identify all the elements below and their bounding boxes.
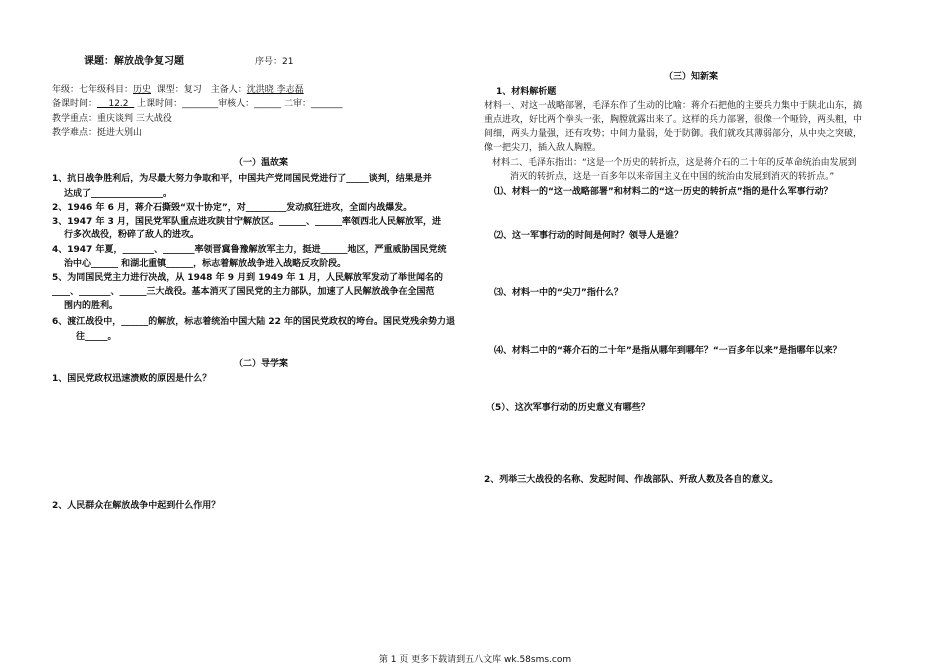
s1-line-9: ____、_______、______三大战役。基本消灭了国民党的主力部队，加速了人民解放战争在全国范 bbox=[52, 287, 435, 297]
s3-question-1: ⑴、材料一的“这一战略部署”和材料二的“这一历史的转折点”指的是什么军事行动？ bbox=[494, 187, 833, 197]
s1-line-8: 5、为同国民党主力进行决战，从 1948 年 9 月到 1949 年 1 月，人民解放军发动了举世闻名的 bbox=[52, 273, 443, 283]
s1-line-5: 行多次战役，粉碎了敌人的进攻。 bbox=[64, 230, 200, 240]
material1-line-3: 间细，两头力量强，还有攻势；中间力量弱，处于防御。我们就攻其薄弱部分，从中央之突破， bbox=[484, 129, 863, 139]
s1-line-4: 3、1947 年 3 月，国民党军队重点进攻陕甘宁解放区。______、______率领西北人民解放军，进 bbox=[52, 217, 441, 227]
s2-question-1: 1、国民党政权迅速溃败的原因是什么？ bbox=[52, 374, 212, 384]
s1-line-12: 往_____。 bbox=[76, 332, 117, 342]
time-prefix: 备课时间： bbox=[52, 99, 98, 109]
prep-time-value bbox=[97, 99, 134, 109]
page-footer: 第 1 页 更多下载请到五八文库 wk.58sms.com bbox=[378, 655, 572, 665]
time-rest: 上课时间：________审核人：______ 二审：_______ bbox=[137, 99, 343, 109]
grade-prefix: 年级：七年级科目： bbox=[52, 85, 134, 95]
s1-line-7: 治中心______ 和湖北重镇______，标志着解放战争进入战略反攻阶段。 bbox=[64, 259, 347, 269]
teaching-difficulty: 教学难点：挺进大别山 bbox=[52, 128, 143, 138]
section1-title: （一）温故案 bbox=[234, 158, 289, 168]
topic-title: 课题：解放战争复习题 bbox=[84, 56, 184, 67]
grade-mid: 课型：复习 主备人： bbox=[156, 85, 247, 95]
s1-line-6: 4、1947 年夏，_______、_______率领晋冀鲁豫解放军主力，挺进______地区，严重威胁国民党统 bbox=[52, 245, 447, 255]
s1-line-3: 2、1946 年 6 月，蒋介石撕毁“双十协定”，对_________发动疯狂进攻，全面内战爆发。 bbox=[52, 203, 413, 213]
s3-sub-title: 1、材料解析题 bbox=[496, 87, 557, 97]
s1-line-2: 达成了________________。 bbox=[64, 189, 173, 199]
teaching-focus: 教学重点：重庆谈判 三大战役 bbox=[52, 114, 172, 124]
section2-title: （二）导学案 bbox=[234, 359, 289, 369]
grade-line bbox=[52, 84, 304, 96]
material1-line-1: 材料一、对这一战略部署，毛泽东作了生动的比喻：蒋介石把他的主要兵力集中于陕北山东，搞 bbox=[484, 101, 863, 111]
material2-line-2: 消灭的转折点，这是一百多年以来帝国主义在中国的统治由发展到消灭的转折点。” bbox=[510, 172, 835, 182]
s3-question-3: ⑶、材料一中的“尖刀”指什么？ bbox=[494, 288, 623, 298]
s3-question-2: ⑵、这一军事行动的时间是何时？领导人是谁？ bbox=[494, 231, 684, 241]
s1-line-11: 6、渡江战役中，______的解放，标志着统治中国大陆 22 年的国民党政权的垮台。国民党残余势力退 bbox=[52, 317, 456, 327]
section3-title: （三）知新案 bbox=[664, 72, 719, 82]
material1-line-2: 重点进攻，好比两个拳头一张，胸膛就露出来了。这样的兵力部署，很像一个哑铃，两头粗，中 bbox=[484, 115, 863, 125]
subject-value: 历史 bbox=[133, 85, 152, 95]
s3-question-5: （5）、这次军事行动的历史意义有哪些？ bbox=[486, 403, 650, 413]
s1-line-1: 1、抗日战争胜利后，为尽最大努力争取和平，中国共产党同国民党进行了_____谈判，结果是并 bbox=[52, 174, 432, 184]
s2-question-2: 2、人民群众在解放战争中起到什么作用？ bbox=[52, 501, 221, 511]
s3-item-2: 2、列举三大战役的名称、发起时间、作战部队、歼敌人数及各自的意义。 bbox=[484, 475, 779, 485]
prep-time-text: 12.2 bbox=[108, 99, 129, 109]
material2-line-1: 材料二、毛泽东指出：“这是一个历史的转折点，这是蒋介石的二十年的反革命统治由发展到 bbox=[492, 158, 857, 168]
s1-line-10: 围内的胜利。 bbox=[64, 301, 119, 311]
time-line bbox=[52, 98, 343, 110]
authors-value: 沈洪晓 李志磊 bbox=[246, 85, 304, 95]
material1-line-4: 像一把尖刀，插入敌人胸膛。 bbox=[484, 143, 602, 153]
serial-number: 序号：21 bbox=[255, 57, 294, 67]
s3-question-4: ⑷、材料二中的“蒋介石的二十年”是指从哪年到哪年？“一百多年以来”是指哪年以来？ bbox=[494, 346, 842, 356]
